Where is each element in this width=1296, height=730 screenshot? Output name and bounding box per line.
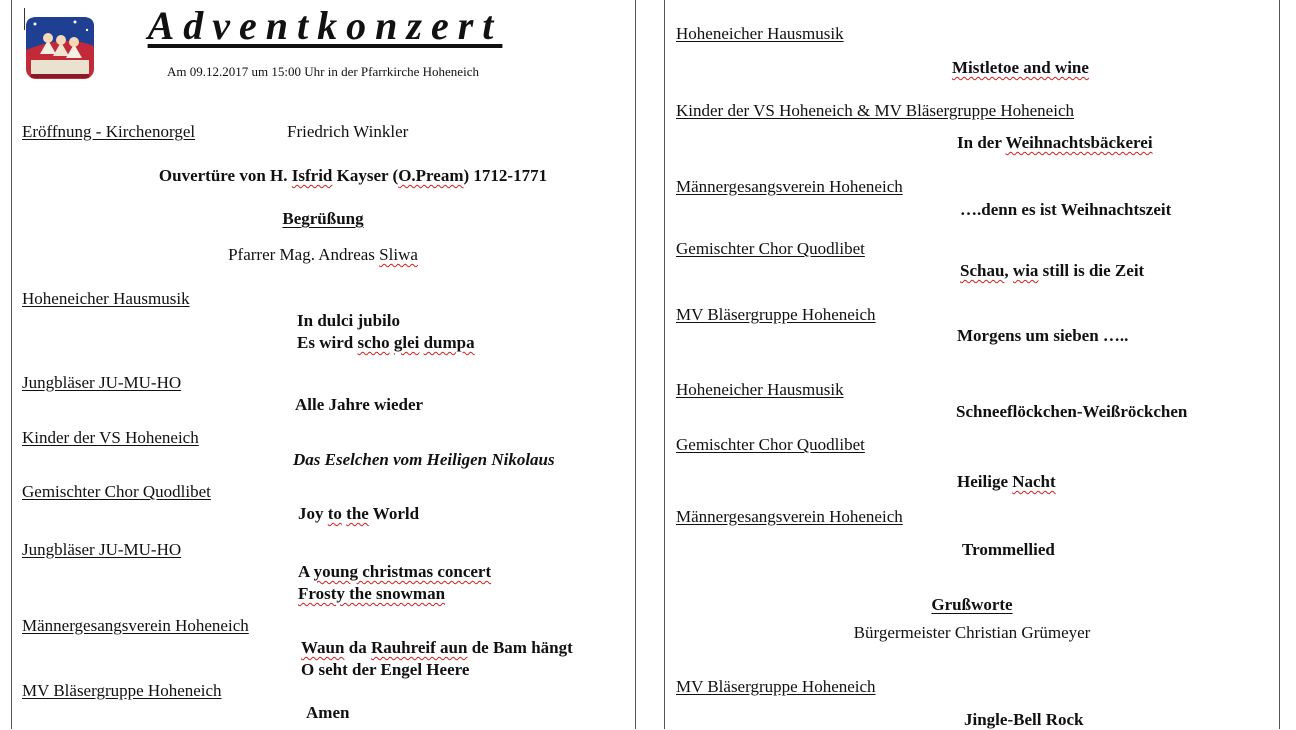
piece-title <box>957 472 1056 492</box>
performer-entry: Kinder der VS Hoheneich <box>22 428 199 447</box>
overture-word-isfrid: Isfrid <box>291 166 333 185</box>
piece-title: Alle Jahre wieder <box>295 395 424 414</box>
piece-title <box>298 504 419 524</box>
performer-entry: Jungbläser JU-MU-HO <box>22 540 182 559</box>
piece-title: Trommellied <box>962 540 1055 559</box>
greeting-speaker-pre: Pfarrer Mag. Andreas <box>228 245 380 264</box>
performer-entry: Gemischter Chor Quodlibet <box>676 239 865 258</box>
piece-word: Rauhreif aun <box>370 638 468 657</box>
piece-title: Das Eselchen vom Heiligen Nikolaus <box>293 450 555 469</box>
piece-title: Jingle-Bell Rock <box>964 710 1084 729</box>
piece-word: wia <box>1012 261 1039 280</box>
closing-title: Grußworte <box>931 595 1013 614</box>
performer-entry: Hoheneicher Hausmusik <box>676 24 844 43</box>
performer-entry: MV Bläsergruppe Hoheneich <box>22 681 222 700</box>
performer-entry: Hoheneicher Hausmusik <box>676 380 844 399</box>
piece-title <box>957 133 1153 153</box>
piece-title <box>301 638 573 658</box>
page-border-right <box>1279 0 1280 729</box>
performer-entry: Gemischter Chor Quodlibet <box>676 435 865 454</box>
piece-text: da <box>344 638 371 657</box>
page-title: Adventkonzert <box>147 3 503 48</box>
performer-entry: Kinder der VS Hoheneich & MV Bläsergruppe Hoheneich <box>676 101 1074 120</box>
overture-mid: Kayser ( <box>332 166 399 185</box>
performer-entry: MV Bläsergruppe Hoheneich <box>676 677 876 696</box>
piece-title: Schneeflöckchen-Weißröckchen <box>956 402 1188 421</box>
piece-word: the <box>346 504 369 523</box>
greeting-speaker <box>228 245 418 265</box>
piece-title: ….denn es ist Weihnachtszeit <box>960 200 1172 219</box>
performer-entry: Jungbläser JU-MU-HO <box>22 373 182 392</box>
performer-entry: Hoheneicher Hausmusik <box>22 289 190 308</box>
advent-logo <box>25 16 95 82</box>
piece-title: Amen <box>306 703 350 722</box>
overture-line <box>159 166 547 186</box>
performer-entry: Männergesangsverein Hoheneich <box>676 507 903 526</box>
piece-title <box>960 261 1144 281</box>
piece-word: Nacht <box>1012 472 1056 491</box>
performer-entry: Männergesangsverein Hoheneich <box>22 616 249 635</box>
piece-word: young christmas concert <box>313 562 492 581</box>
piece-text: Es wird <box>297 333 358 352</box>
angels-logo-icon <box>25 16 95 82</box>
piece-title: Mistletoe and wine <box>952 58 1089 77</box>
event-subtitle: Am 09.12.2017 um 15:00 Uhr in der Pfarrkirche Hoheneich <box>167 64 479 79</box>
piece-text: Joy <box>298 504 328 523</box>
piece-text: still is die Zeit <box>1038 261 1145 280</box>
performer-entry: MV Bläsergruppe Hoheneich <box>676 305 876 324</box>
overture-pre: Ouvertüre von H. <box>158 166 292 185</box>
piece-title <box>298 562 491 582</box>
overture-post: ) 1712-1771 <box>463 166 548 185</box>
piece-word: glei <box>393 333 420 352</box>
greeting-speaker-name: Sliwa <box>379 245 418 264</box>
piece-text: World <box>368 504 420 523</box>
page-border-divider-left <box>635 0 636 729</box>
piece-title <box>297 333 475 353</box>
piece-text: In der <box>957 133 1006 152</box>
piece-title: In dulci jubilo <box>297 311 400 330</box>
overture-word-opream: O.Pream <box>398 166 464 185</box>
page-border-divider-right <box>664 0 665 729</box>
closing-speaker: Bürgermeister Christian Grümeyer <box>853 623 1091 642</box>
greeting-title: Begrüßung <box>282 209 364 228</box>
piece-word: scho <box>357 333 390 352</box>
piece-text: , <box>1004 261 1013 280</box>
performer-entry: Gemischter Chor Quodlibet <box>22 482 211 501</box>
page-border-left <box>11 0 12 729</box>
piece-word: Schau <box>960 261 1005 280</box>
opening-performer: Friedrich Winkler <box>287 122 409 141</box>
performer-entry: Männergesangsverein Hoheneich <box>676 177 903 196</box>
piece-word: Weihnachtsbäckerei <box>1005 133 1153 152</box>
piece-text: de Bam hängt <box>467 638 573 657</box>
piece-word: Waun <box>301 638 345 657</box>
piece-word: dumpa <box>423 333 475 352</box>
piece-title: Frosty the snowman <box>298 584 446 603</box>
opening-label: Eröffnung - Kirchenorgel <box>22 122 196 141</box>
piece-text: Heilige <box>957 472 1013 491</box>
piece-word: to <box>327 504 342 523</box>
piece-title: Morgens um sieben ….. <box>957 326 1129 345</box>
piece-text: A <box>298 562 314 581</box>
piece-title: O seht der Engel Heere <box>301 660 470 679</box>
